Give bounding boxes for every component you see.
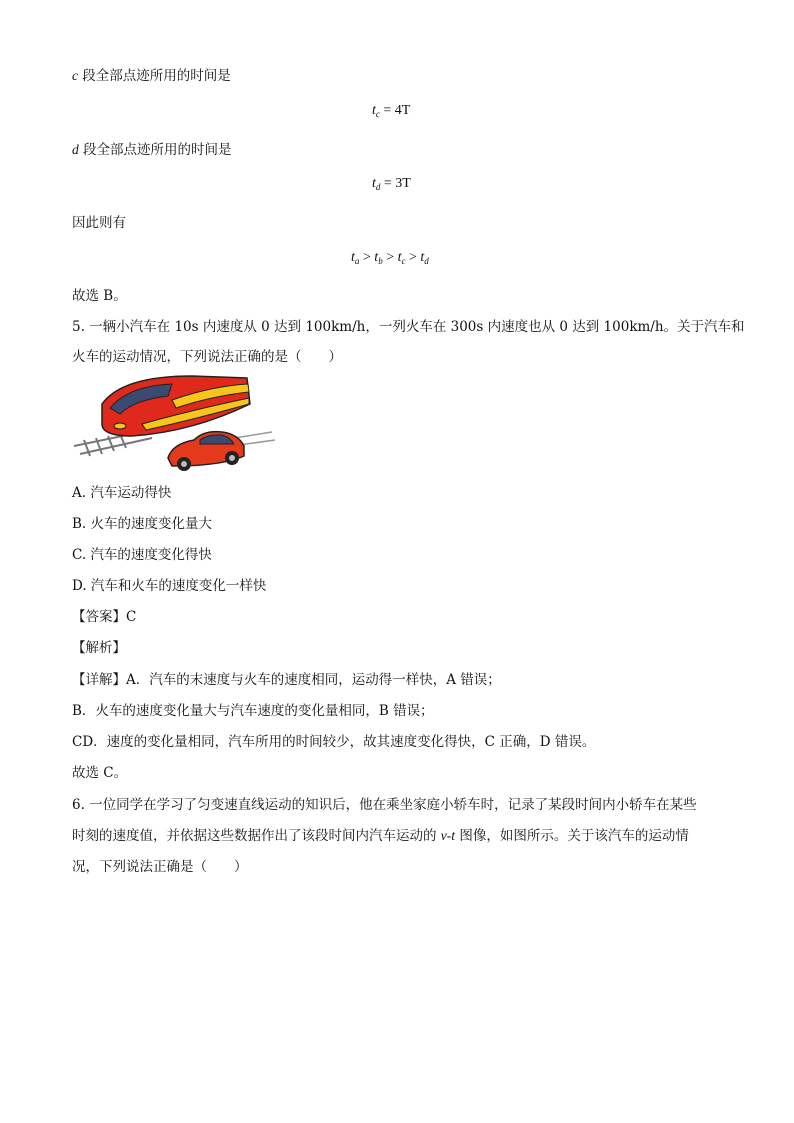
- answer-value: C: [126, 609, 137, 625]
- equation-tc: $t_c = 4T$: [372, 103, 411, 119]
- d-segment-line: [72, 141, 232, 159]
- answer-tag: 【答案】: [72, 609, 126, 625]
- q5-option-d: D. 汽车和火车的速度变化一样快: [72, 578, 267, 594]
- c-segment-line: [72, 67, 231, 85]
- d-segment-text: 段全部点迹所用的时间是: [83, 142, 232, 158]
- c-segment-text: 段全部点迹所用的时间是: [82, 68, 231, 84]
- q5-stem-line1: 5. 一辆小汽车在 10s 内速度从 0 达到 100km/h，一列火车在 300s 内速度也从 0 达到 100km/h。关于汽车和: [72, 319, 745, 335]
- choose-b-line: 故选 B。: [72, 288, 127, 304]
- q5-analysis-tag: 【解析】: [72, 640, 126, 656]
- q6-stem-line3: 况，下列说法正确是（ ）: [72, 859, 248, 875]
- q5-answer-line: [72, 608, 136, 626]
- q5-option-a: A. 汽车运动得快: [72, 485, 172, 501]
- detail-tag: 【详解】: [72, 672, 126, 688]
- choose-c-line: 故选 C。: [72, 765, 128, 781]
- q5-detail-line3: CD．速度的变化量相同，汽车所用的时间较少，故其速度变化得快，C 正确，D 错误。: [72, 734, 596, 750]
- q5-option-c: C. 汽车的速度变化得快: [72, 547, 212, 563]
- q5-option-b: B. 火车的速度变化量大: [72, 516, 213, 532]
- q6-stem-line2: 时刻的速度值，并依据这些数据作出了该段时间内汽车运动的 v-t 图像，如图所示。关于该汽车的运动情: [72, 828, 689, 844]
- q5-detail-line1: 【详解】A．汽车的末速度与火车的速度相同，运动得一样快，A 错误；: [72, 672, 501, 688]
- q5-detail-line2: B．火车的速度变化量大与汽车速度的变化量相同，B 错误；: [72, 703, 434, 719]
- c-label: c: [72, 68, 78, 83]
- d-label: d: [72, 142, 79, 157]
- q6-stem-line1: 6. 一位同学在学习了匀变速直线运动的知识后，他在乘坐家庭小轿车时，记录了某段时间内小轿车在某些: [72, 797, 697, 813]
- vt-symbol: v-t: [440, 828, 456, 843]
- train-icon: [102, 376, 250, 436]
- therefore-line: 因此则有: [72, 215, 126, 231]
- equation-td: $t_d = 3T$: [372, 176, 411, 192]
- inequality-chain: $t_a > t_b > t_c > t_d$: [351, 250, 429, 266]
- sports-car-icon: [168, 432, 244, 471]
- q5-stem-line2: 火车的运动情况，下列说法正确的是（ ）: [72, 349, 342, 365]
- train-and-car-illustration: [72, 374, 277, 474]
